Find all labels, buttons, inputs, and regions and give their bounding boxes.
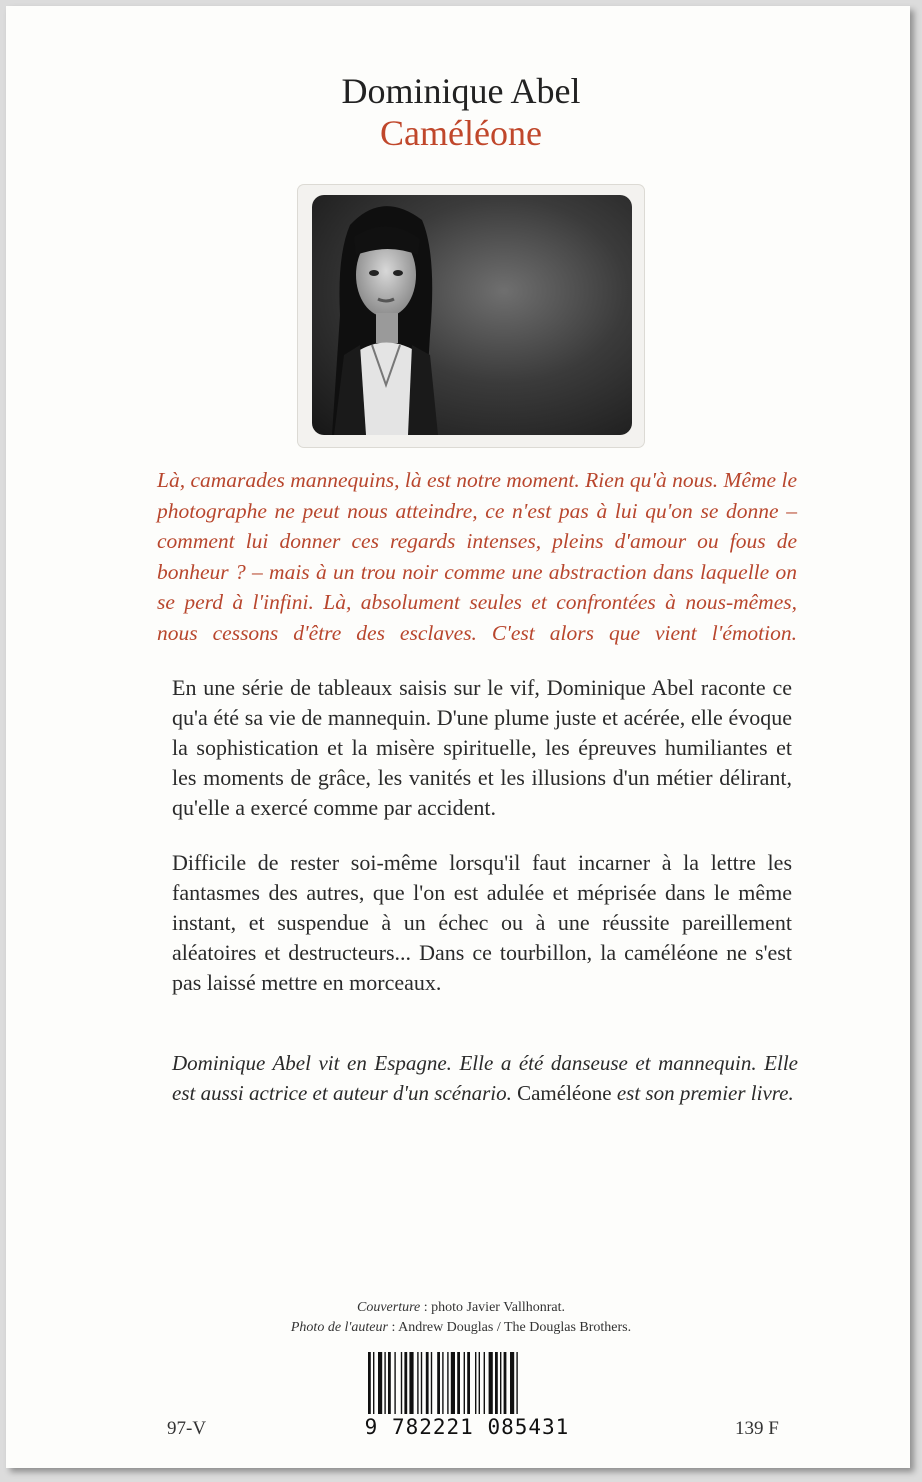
author-bio (172, 1048, 798, 1108)
author-name: Dominique Abel (341, 71, 581, 111)
summary-paragraph-1: En une série de tableaux saisis sur le vif, Dominique Abel raconte ce qu'a été sa vie de mannequin. D'une plume juste et acérée, elle évoque la sophistication et la misère spirituelle, les épreuves humiliantes et les moments de grâce, les vanités et les illusions d'un métier délirant, qu'elle a exercé comme par accident. (172, 675, 792, 820)
author-bio-book-title: Caméléone (517, 1081, 612, 1105)
cover-credit-value: : photo Javier Vallhonrat. (420, 1300, 566, 1315)
barcode-icon (362, 1352, 572, 1414)
isbn-number: 9 782221 085431 (364, 1415, 570, 1439)
cover-credit-label: Couverture (356, 1300, 421, 1315)
author-bio-ending: est son premier livre. (616, 1081, 794, 1105)
author-credit-label: Photo de l'auteur (290, 1320, 388, 1335)
photo-credits (0, 1298, 922, 1338)
author-photo-credit (0, 1318, 922, 1338)
isbn-barcode (362, 1352, 572, 1464)
author-credit-value: : Andrew Douglas / The Douglas Brothers. (387, 1320, 632, 1335)
author-photo (312, 195, 632, 435)
book-title: Caméléone (380, 113, 542, 153)
summary-paragraph-2: Difficile de rester soi-même lorsqu'il faut incarner à la lettre les fantasmes des autres, que l'on est adulée et méprisée dans le même instant, et suspendue à un échec ou à une réussite pareillement aléatoires et destructeurs... Dans ce tourbillon, la caméléone ne s'est pas laissé mettre en morceaux. (172, 850, 792, 995)
excerpt-quote: Là, camarades mannequins, là est notre moment. Rien qu'à nous. Même le photographe ne peut nous atteindre, ce n'est pas à lui qu'on se donne – comment lui donner ces regards intenses, pleins d'amour ou fous de bonheur ? – mais à un trou noir comme une abstraction dans laquelle on se perd à l'infini. Là, absolument seules et confrontées à nous-mêmes, nous cessons d'être des esclaves. C'est alors que vient l'émotion. (157, 468, 797, 645)
author-photo-frame (298, 185, 644, 447)
author-bio-text: Dominique Abel vit en Espagne. Elle a été danseuse et mannequin. Elle est aussi actrice et auteur d'un scénario. (172, 1051, 798, 1105)
catalog-code: 97-V (167, 1418, 207, 1439)
price-label: 139 F (735, 1418, 779, 1439)
portrait-illustration (312, 195, 632, 435)
cover-photo-credit (0, 1298, 922, 1318)
